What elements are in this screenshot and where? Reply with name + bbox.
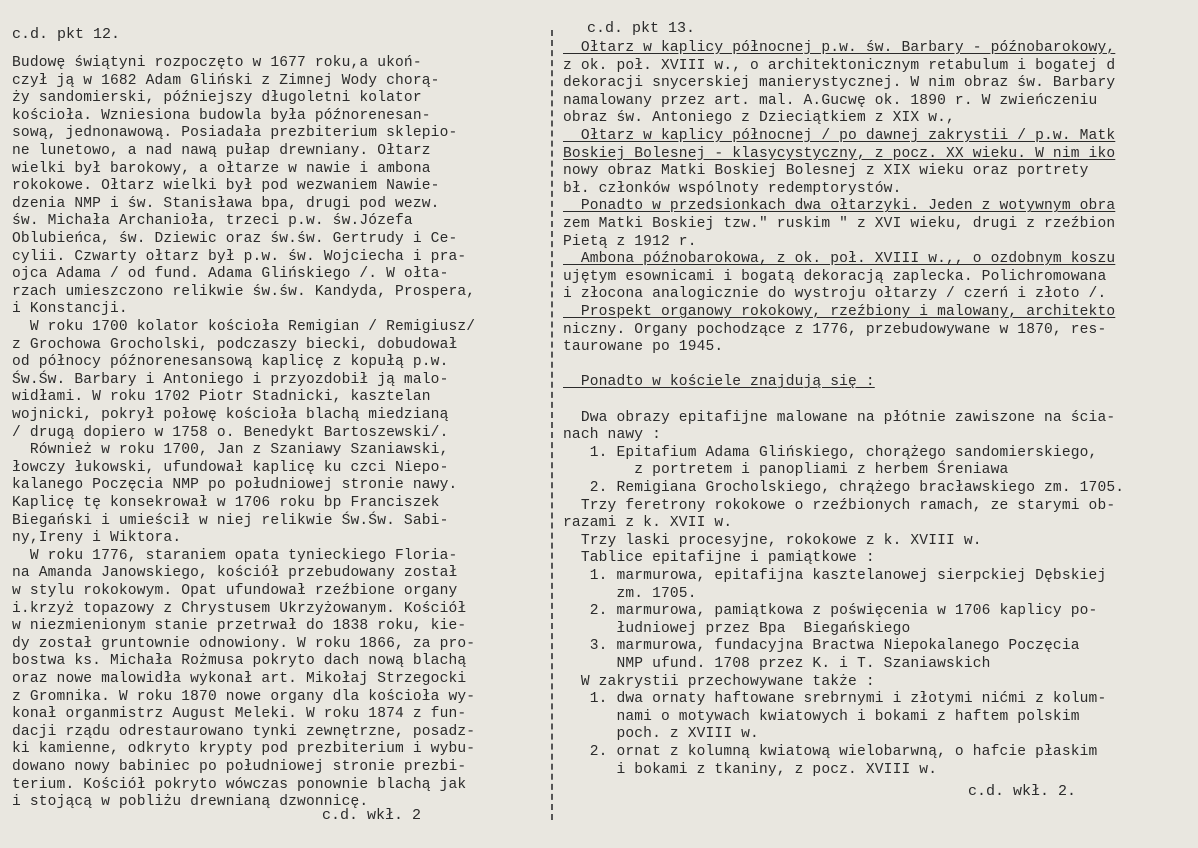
left-text-line: dzenia NMP i św. Stanisława bpa, drugi pod wezw.: [12, 195, 440, 212]
left-text-line: dacji rządu odrestaurowano tynki zewnętrzne, posadz-: [12, 723, 476, 740]
right-text-line: nach nawy :: [563, 427, 661, 444]
right-text-line: Tablice epitafijne i pamiątkowe :: [563, 550, 875, 567]
right-text-line: Trzy feretrony rokokowe o rzeźbionych ramach, ze starymi ob-: [563, 497, 1116, 514]
right-text-line: Dwa obrazy epitafijne malowane na płótnie zawiszone na ścia-: [563, 409, 1116, 426]
left-text-line: czył ją w 1682 Adam Gliński z Zimnej Wody chorą-: [12, 72, 440, 89]
left-text-line: i stojącą w pobliżu drewnianą dzwonnicę.: [12, 794, 369, 811]
left-text-line: Św.Św. Barbary i Antoniego i przyozdobił ją malo-: [12, 371, 449, 388]
right-text-line: i bokami z tkaniny, z pocz. XVIII w.: [563, 761, 938, 778]
left-text-line: dowano nowy babiniec po południowej stronie prezbi-: [12, 759, 467, 775]
right-text-line: 1. Epitafium Adama Glińskiego, chorążego sandomierskiego,: [563, 444, 1098, 461]
left-text-line: rokokowe. Ołtarz wielki był pod wezwaniem Nawie-: [12, 178, 440, 195]
left-text-line: Również w roku 1700, Jan z Szaniawy Szaniawski,: [12, 442, 449, 459]
left-text-line: widłami. W roku 1702 Piotr Stadnicki, kasztelan: [12, 389, 431, 406]
right-text-line: taurowane po 1945.: [563, 339, 724, 356]
right-text-line: bł. członków wspólnoty redemptorystów.: [563, 180, 902, 197]
left-text-line: Budowę świątyni rozpoczęto w 1677 roku,a ukoń-: [12, 55, 422, 71]
right-header: c.d. pkt 13.: [587, 20, 696, 37]
left-text-line: ne lunetowo, a nad nawą pułap drewniany. Ołtarz: [12, 143, 431, 159]
left-text-line: kościoła. Wzniesiona budowla była późnorenesan-: [12, 107, 431, 124]
left-text-line: W roku 1700 kolator kościoła Remigian / Remigiusz/: [12, 319, 476, 335]
left-text-line: / drugą dopiero w 1758 o. Benedykt Bartoszewski/.: [12, 424, 449, 441]
right-text-line: 1. marmurowa, epitafijna kasztelanowej sierpckiej Dębskiej: [563, 568, 1107, 584]
left-text-line: terium. Kościół pokryto wówczas ponownie blachą jak: [12, 776, 467, 793]
left-text-line: Kaplicę tę konsekrował w 1706 roku bp Franciszek: [12, 495, 440, 511]
left-text-line: od północy późnorenesansową kaplicę z kopułą p.w.: [12, 354, 449, 371]
left-text-line: ki kamienne, odkryto krypty pod prezbiterium i wybu-: [12, 741, 476, 758]
left-text-line: ny,Ireny i Wiktora.: [12, 530, 182, 547]
left-text-line: św. Michała Archanioła, trzeci p.w. św.Józefa: [12, 213, 413, 230]
left-text-line: Biegański i umieścił w niej relikwie Św.Św. Sabi-: [12, 512, 449, 529]
right-text-line: Trzy laski procesyjne, rokokowe z k. XVIII w.: [563, 532, 982, 549]
right-text-line: Ponadto w przedsionkach dwa ołtarzyki. Jeden z wotywnym obra: [563, 198, 1116, 215]
right-footer: c.d. wkł. 2.: [968, 783, 1077, 800]
left-text-line: wielki był barokowy, a ołtarze w nawie i ambona: [12, 160, 431, 177]
left-text-line: cylii. Czwarty ołtarz był p.w. św. Wojciecha i pra-: [12, 248, 467, 265]
right-text-line: z ok. poł. XVIII w., o architektonicznym retabulum i bogatej d: [563, 57, 1116, 74]
right-text-line: 2. marmurowa, pamiątkowa z poświęcenia w 1706 kaplicy po-: [563, 603, 1098, 620]
left-footer: c.d. wkł. 2: [322, 807, 422, 824]
left-text-line: w niezmienionym stanie przetrwał do 1838 roku, kie-: [12, 618, 467, 635]
left-text-line: W roku 1776, staraniem opata tynieckiego Floria-: [12, 547, 458, 564]
right-text-line: nami o motywach kwiatowych i bokami z haftem polskim: [563, 708, 1080, 725]
right-text-line: obraz św. Antoniego z Dzieciątkiem z XIX w.,: [563, 110, 955, 127]
left-header: c.d. pkt 12.: [12, 26, 121, 43]
right-text-line: Ponadto w kościele znajdują się :: [563, 374, 875, 391]
right-text-line: razami z k. XVII w.: [563, 515, 733, 532]
column-divider: [551, 30, 553, 820]
right-text-line: zm. 1705.: [563, 585, 697, 602]
right-text-line: 2. Remigiana Grocholskiego, chrążego bracławskiego zm. 1705.: [563, 480, 1125, 496]
right-text-line: i złocona analogicznie do wystroju ołtarzy / czerń i złoto /.: [563, 286, 1107, 303]
right-text-line: poch. z XVIII w.: [563, 726, 759, 743]
left-text-line: Oblubieńca, św. Dziewic oraz św.św. Gertrudy i Ce-: [12, 231, 458, 247]
left-text-line: z Gromnika. W roku 1870 nowe organy dla kościoła wy-: [12, 688, 476, 705]
right-text-line: NMP ufund. 1708 przez K. i T. Szaniawskich: [563, 656, 991, 672]
right-text-line: z portretem i panopliami z herbem Śreniawa: [563, 462, 1009, 479]
right-text-line: nowy obraz Matki Boskiej Bolesnej z XIX wieku oraz portrety: [563, 163, 1089, 180]
right-text-line: łudniowej przez Bpa Biegańskiego: [563, 620, 911, 637]
right-text-line: dekoracji snycerskiej manierystycznej. W nim obraz św. Barbary: [563, 75, 1116, 92]
right-text-line: namalowany przez art. mal. A.Gucwę ok. 1890 r. W zwieńczeniu: [563, 92, 1098, 109]
right-text-line: Prospekt organowy rokokowy, rzeźbiony i malowany, architekto: [563, 304, 1116, 320]
right-text-line: niczny. Organy pochodzące z 1776, przebudowywane w 1870, res-: [563, 321, 1107, 338]
left-text-line: łowczy łukowski, ufundował kaplicę ku czci Niepo-: [12, 459, 449, 476]
right-text-line: W zakrystii przechowywane także :: [563, 673, 875, 690]
left-text-line: sową, jednonawową. Posiadała prezbiterium sklepio-: [12, 125, 458, 142]
right-text-line: Boskiej Bolesnej - klasycystyczny, z pocz. XX wieku. W nim iko: [563, 145, 1116, 162]
left-text-line: dy został gruntownie odnowiony. W roku 1866, za pro-: [12, 635, 476, 652]
right-text-line: Ambona późnobarokowa, z ok. poł. XVIII w.,, o ozdobnym koszu: [563, 251, 1116, 268]
right-text-line: Ołtarz w kaplicy północnej / po dawnej zakrystii / p.w. Matk: [563, 128, 1116, 144]
right-text-line: 2. ornat z kolumną kwiatową wielobarwną, o hafcie płaskim: [563, 744, 1098, 760]
right-text-line: 1. dwa ornaty haftowane srebrnymi i złotymi nićmi z kolum-: [563, 691, 1107, 708]
left-text-line: konał organmistrz August Meleki. W roku 1874 z fun-: [12, 706, 467, 723]
left-text-line: ojca Adama / od fund. Adama Glińskiego /. W ołta-: [12, 266, 449, 283]
left-text-line: wojnicki, pokrył połowę kościoła blachą miedzianą: [12, 407, 449, 423]
right-text-line: zem Matki Boskiej tzw." ruskim " z XVI wieku, drugi z rzeźbion: [563, 216, 1116, 232]
left-text-line: kalanego Poczęcia NMP po południowej stronie nawy.: [12, 477, 458, 494]
left-text-line: oraz nowe malowidła wykonał art. Mikołaj Strzegocki: [12, 671, 467, 687]
left-text-line: w stylu rokokowym. Opat ufundował rzeźbione organy: [12, 583, 458, 599]
left-text-line: bostwa ks. Michała Rożmusa pokryto dach nową blachą: [12, 653, 467, 670]
right-text-line: ujętym esownicami i bogatą dekoracją zaplecka. Polichromowana: [563, 268, 1107, 285]
left-text-line: rzach umieszczono relikwie św.św. Kandyda, Prospera,: [12, 283, 476, 300]
left-text-line: i.krzyż topazowy z Chrystusem Ukrzyżowanym. Kościół: [12, 600, 467, 617]
right-text-line: Pietą z 1912 r.: [563, 233, 697, 250]
left-text-line: ży sandomierski, późniejszy długoletni kolator: [12, 90, 422, 107]
left-text-line: z Grochowa Grocholski, podczaszy biecki, dobudował: [12, 336, 458, 353]
right-text-line: Ołtarz w kaplicy północnej p.w. św. Barbary - późnobarokowy,: [563, 40, 1116, 56]
right-text-line: 3. marmurowa, fundacyjna Bractwa Niepokalanego Poczęcia: [563, 638, 1080, 655]
left-text-line: na Amanda Janowskiego, kościół przebudowany został: [12, 565, 458, 582]
left-text-line: i Konstancji.: [12, 301, 128, 318]
